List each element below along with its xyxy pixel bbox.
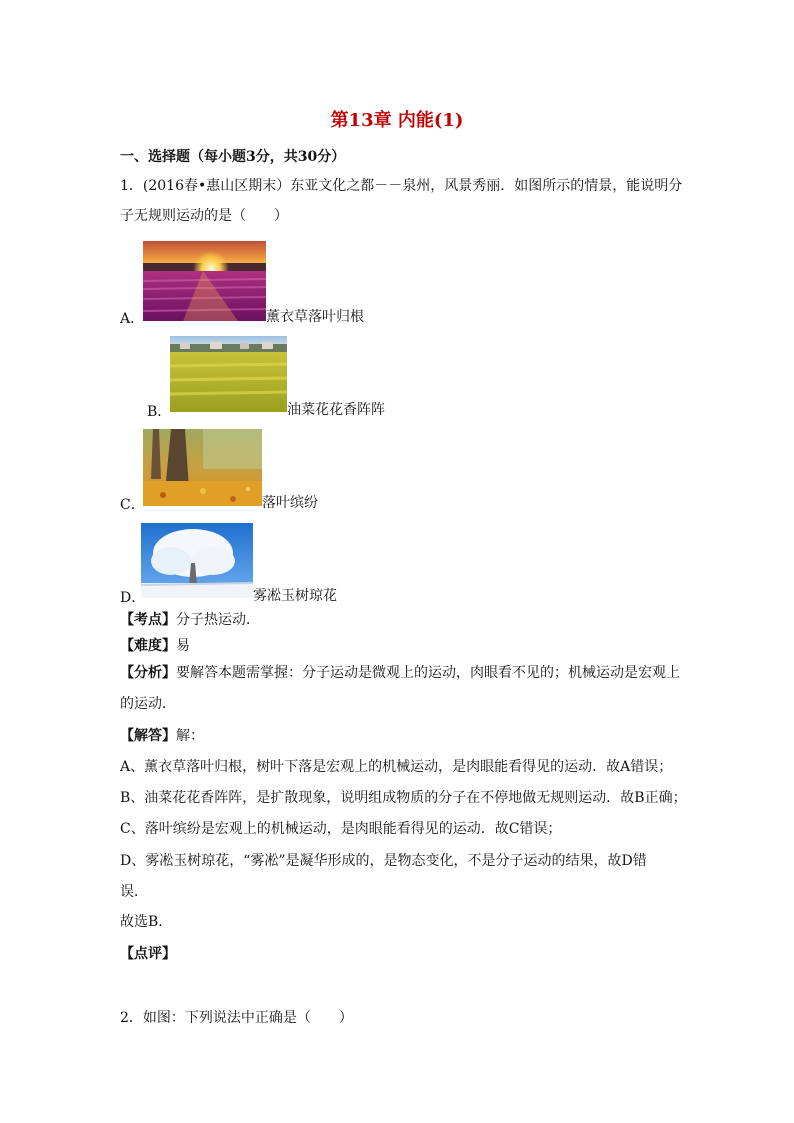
option-d-text: 雾凇玉树琼花 (253, 588, 337, 604)
option-a-letter: A． (120, 311, 145, 327)
section-heading: 一、选择题（每小题3分，共30分） (120, 149, 346, 165)
jieda: 【解答】解： (120, 728, 204, 744)
rime-tree-photo (141, 523, 253, 598)
option-a-text: 薰衣草落叶归根 (266, 309, 364, 325)
conclusion: 故选B． (120, 914, 173, 930)
option-c-letter: C． (120, 497, 145, 513)
rapeseed-field-photo (170, 336, 287, 412)
nandu: 【难度】易 (120, 638, 190, 654)
option-c-text: 落叶缤纷 (262, 495, 318, 511)
fallen-leaves-photo (143, 429, 262, 506)
q1-stem-line2: 子无规则运动的是（ ） (120, 208, 288, 224)
fenxi-line2: 的运动． (120, 696, 176, 712)
option-d-letter: D． (120, 590, 146, 606)
answer-line: C、落叶缤纷是宏观上的机械运动，是肉眼能看得见的运动．故C错误； (120, 821, 562, 837)
lavender-field-photo (143, 241, 266, 321)
q1-stem-line1: 1．(2016春•惠山区期末）东亚文化之都－－泉州，风景秀丽．如图所示的情景，能说明分 (120, 178, 683, 194)
option-b-letter: B． (147, 404, 172, 420)
answer-line: 误． (120, 884, 148, 900)
answer-line: B、油菜花花香阵阵，是扩散现象，说明组成物质的分子在不停地做无规则运动．故B正确； (120, 790, 687, 806)
q2-stem: 2．如图：下列说法中正确是（ ） (120, 1010, 353, 1026)
page-title: 第13章 内能(1) (330, 110, 464, 131)
answer-line: A、薰衣草落叶归根，树叶下落是宏观上的机械运动，是肉眼能看得见的运动．故A错误； (120, 759, 673, 775)
fenxi: 【分析】要解答本题需掌握：分子运动是微观上的运动，肉眼看不见的；机械运动是宏观上 (120, 665, 680, 681)
dianping: 【点评】 (120, 946, 176, 962)
answer-line: D、雾凇玉树琼花，“雾凇”是凝华形成的，是物态变化，不是分子运动的结果，故D错 (120, 853, 647, 869)
option-b-text: 油菜花花香阵阵 (287, 402, 385, 418)
kaodian: 【考点】分子热运动． (120, 612, 260, 628)
